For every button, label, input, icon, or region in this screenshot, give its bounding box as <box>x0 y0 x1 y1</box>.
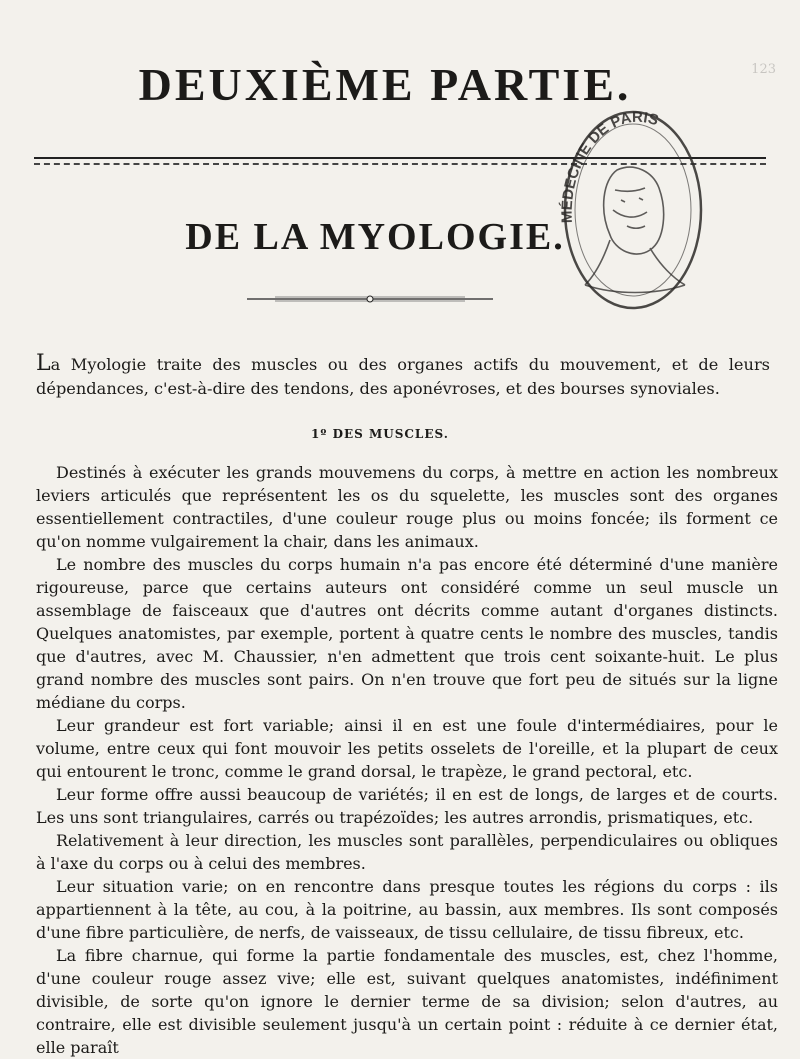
page-number: 123 <box>751 62 776 77</box>
part-title: DEUXIÈME PARTIE. <box>138 59 632 110</box>
paragraph: La fibre charnue, qui forme la partie fondamentale des muscles, est, chez l'homme, d'une couleur rouge assez vive; elle est, suivant quelques anatomistes, indéfiniment divisible, de sorte qu'on ignore le dernier terme de sa division; selon d'autres, au contraire, elle est divisible seulement jusqu'à un certain point : réduite à ce dernier état, elle paraît <box>36 946 778 1057</box>
paragraph: Leur situation varie; on en rencontre dans presque toutes les régions du corps : ils appartiennent à la tête, au cou, à la poitrine, au bassin, aux membres. Ils sont composés d'une fibre particulière, de nerfs, de vaisseaux, de tissu cellulaire, de tissu fibreux, etc. <box>36 877 778 942</box>
paragraph: Relativement à leur direction, les muscles sont parallèles, perpendiculaires ou obliques à l'axe du corps ou à celui des membres. <box>36 831 778 873</box>
svg-text:MÉDECINE DE PARIS <box>559 109 661 223</box>
sub-heading: 1º DES MUSCLES. <box>311 427 449 441</box>
stamp-text: MÉDECINE DE PARIS <box>558 108 661 224</box>
paragraph: Leur forme offre aussi beaucoup de variétés; il en est de longs, de larges et de courts. Les uns sont triangulaires, carrés ou trapézoïdes; les autres arrondis, prismatiques, etc. <box>36 785 778 827</box>
library-stamp-icon <box>555 100 705 315</box>
paragraph: Destinés à exécuter les grands mouvemens du corps, à mettre en action les nombreux leviers articulés que représentent les os du squelette, les muscles sont des organes essentiellement contractiles, d'une couleur rouge plus ou moins foncée; ils forment ce qu'on nomme vulgairement la chair, dans les animaux. <box>36 463 778 551</box>
intro-first-word-rest: a <box>50 355 61 374</box>
intro-text: Myologie traite des muscles ou des organes actifs du mouvement, et de leurs dépendances, c'est-à-dire des tendons, des aponévroses, et des bourses synoviales. <box>36 355 770 398</box>
paragraph: Le nombre des muscles du corps humain n'a pas encore été déterminé d'une manière rigoureuse, parce que certains auteurs ont considéré comme un seul muscle un assemblage de faisceaux que d'autres ont décrits comme autant d'organes distincts. Quelques anatomistes, par exemple, portent à quatre cents le nombre des muscles, tandis que d'autres, avec M. Chaussier, n'en admettent que trois cent soixante-huit. Le plus grand nombre des muscles sont pairs. On n'en trouve que fort peu de situés sur la ligne médiane du corps. <box>36 555 778 712</box>
ornament-divider-icon <box>245 293 495 305</box>
paragraph: Leur grandeur est fort variable; ainsi il en est une foule d'intermédiaires, pour le volume, entre ceux qui font mouvoir les petits osselets de l'oreille, et la plupart de ceux qui entourent le tronc, comme le grand dorsal, le trapèze, le grand pectoral, etc. <box>36 716 778 781</box>
section-title: DE LA MYOLOGIE. <box>185 216 565 258</box>
body-text <box>36 461 778 1059</box>
intro-paragraph <box>36 352 770 401</box>
drop-initial: L <box>36 351 51 376</box>
